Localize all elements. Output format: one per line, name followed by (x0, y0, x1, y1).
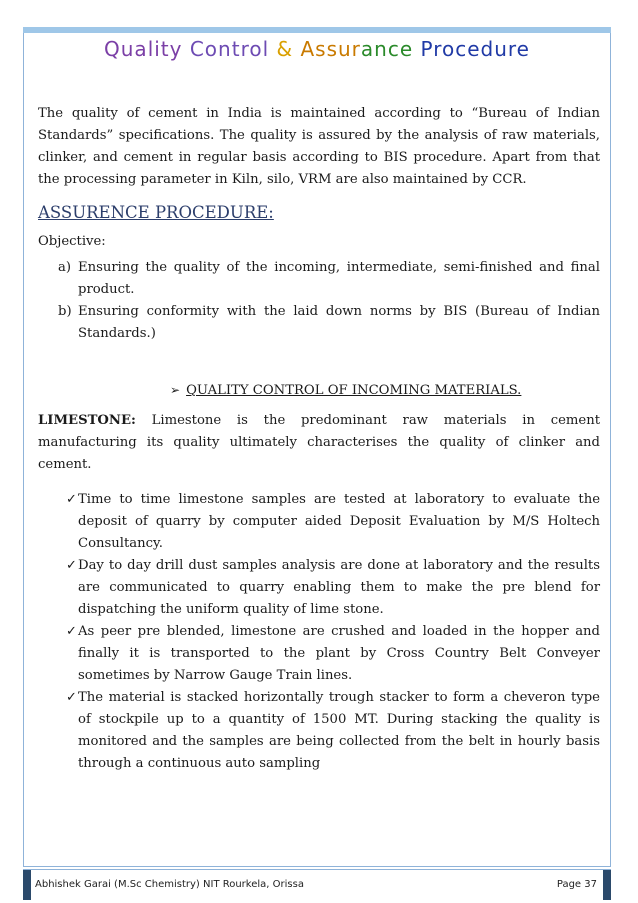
list-item (38, 489, 600, 555)
page-header (23, 27, 611, 63)
limestone-bullets (38, 489, 600, 775)
page-content (38, 103, 600, 775)
arrow-bullet-icon: ➢ (170, 383, 181, 397)
list-item (38, 687, 600, 775)
page-number: Page 37 (556, 879, 597, 890)
list-item-text: The material is stacked horizontally trough stacker to form a cheveron type of stockpile up to a quantity of 1500 MT. During stacking the quality is monitored and the samples are being collected from the belt in hourly basis through a continuous auto sampling (78, 690, 600, 772)
title-word-procedure: Procedure (420, 37, 530, 61)
list-item-text: Ensuring conformity with the laid down norms by BIS (Bureau of Indian Standards.) (78, 304, 600, 341)
list-item-text: Ensuring the quality of the incoming, intermediate, semi-finished and final product. (78, 260, 600, 297)
title-word-control: Control (189, 37, 270, 61)
list-item (38, 301, 600, 345)
title-word-quality: Quality (104, 37, 183, 61)
footer-author: Abhishek Garai (M.Sc Chemistry) NIT Rourkela, Orissa (35, 879, 304, 890)
checkmark-icon: ✓ (66, 690, 77, 706)
list-item (38, 257, 600, 301)
section-heading-text: QUALITY CONTROL OF INCOMING MATERIALS. (186, 383, 522, 398)
intro-paragraph: The quality of cement in India is maintained according to “Bureau of Indian Standards” specifications. The quality is assured by the analysis of raw materials, clinker, and cement in regular basis according to BIS procedure. Apart from that the processing parameter in Kiln, silo, VRM are also maintained by CCR. (38, 106, 600, 187)
list-item-text: Time to time limestone samples are tested at laboratory to evaluate the deposit of quarry by computer aided Deposit Evaluation by M/S Holtech Consultancy. (78, 492, 600, 552)
checkmark-icon: ✓ (66, 558, 77, 574)
limestone-label: LIMESTONE: (38, 413, 136, 428)
checkmark-icon: ✓ (66, 624, 77, 640)
checkmark-icon: ✓ (66, 492, 77, 508)
footer-left-bar (23, 870, 31, 900)
page-title (23, 37, 611, 61)
page-footer (23, 869, 611, 899)
limestone-paragraph (38, 410, 600, 476)
list-marker: b) (58, 304, 72, 319)
objective-list (38, 257, 600, 345)
list-item-text: As peer pre blended, limestone are crushed and loaded in the hopper and finally it is transported to the plant by Cross Country Belt Conveyer sometimes by Narrow Gauge Train lines. (78, 624, 600, 684)
section-heading (38, 379, 600, 402)
title-word-assurance-part1: Assur (300, 37, 361, 61)
list-item (38, 555, 600, 621)
list-marker: a) (58, 260, 72, 275)
title-ampersand: & (276, 37, 294, 61)
footer-right-bar (603, 870, 611, 900)
title-word-assurance-part2: ance (360, 37, 414, 61)
assurance-heading: ASSURENCE PROCEDURE: (38, 203, 274, 222)
limestone-text: Limestone is the predominant raw materials in cement manufacturing its quality ultimately characterises the quality of clinker and cement. (38, 413, 600, 472)
objective-label: Objective: (38, 234, 106, 249)
list-item (38, 621, 600, 687)
list-item-text: Day to day drill dust samples analysis are done at laboratory and the results are communicated to quarry enabling them to make the pre blend for dispatching the uniform quality of lime stone. (78, 558, 600, 618)
